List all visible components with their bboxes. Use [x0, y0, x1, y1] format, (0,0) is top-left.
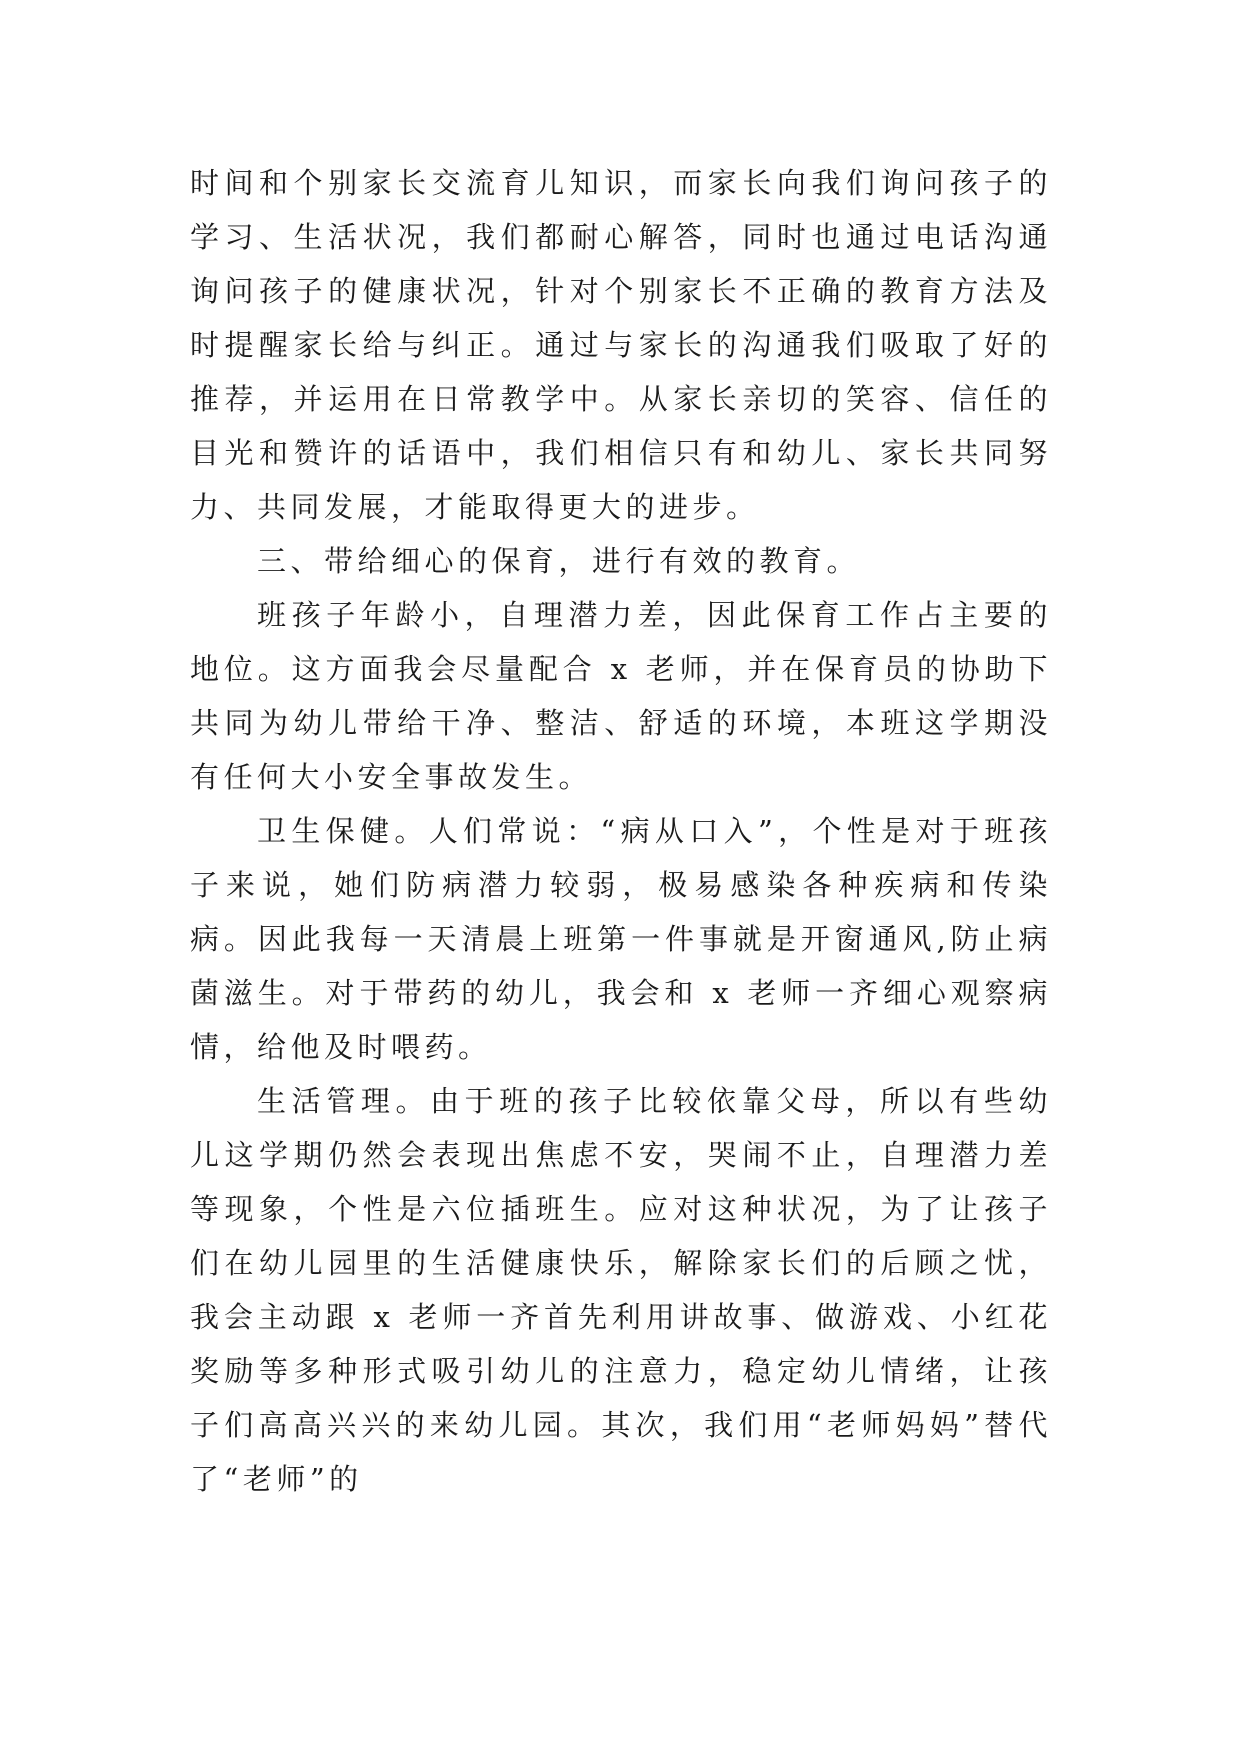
paragraph-care: 班孩子年龄小，自理潜力差，因此保育工作占主要的地位。这方面我会尽量配合 x 老师，并在保育员的协助下共同为幼儿带给干净、整洁、舒适的环境，本班这学期没有任何大小安全事故发生。: [190, 598, 1052, 794]
section-heading: 三、带给细心的保育，进行有效的教育。: [257, 544, 861, 578]
paragraph-life-management: 生活管理。由于班的孩子比较依靠父母，所以有些幼儿这学期仍然会表现出焦虑不安，哭闹不止，自理潜力差等现象，个性是六位插班生。应对这种状况，为了让孩子们在幼儿园里的生活健康快乐，解除家长们的后顾之忧，我会主动跟 x 老师一齐首先利用讲故事、做游戏、小红花奖励等多种形式吸引幼儿的注意力，稳定幼儿情绪，让孩子们高高兴兴的来幼儿园。其次，我们用“老师妈妈”替代了“老师”的: [190, 1084, 1052, 1496]
document-body: [190, 156, 1052, 1506]
paragraph-continuation: 时间和个别家长交流育儿知识，而家长向我们询问孩子的学习、生活状况，我们都耐心解答，同时也通过电话沟通询问孩子的健康状况，针对个别家长不正确的教育方法及时提醒家长给与纠正。通过与家长的沟通我们吸取了好的推荐，并运用在日常教学中。从家长亲切的笑容、信任的目光和赞许的话语中，我们相信只有和幼儿、家长共同努力、共同发展，才能取得更大的进步。: [190, 166, 1052, 524]
paragraph-health: 卫生保健。人们常说：“病从口入”，个性是对于班孩子来说，她们防病潜力较弱，极易感染各种疾病和传染病。因此我每一天清晨上班第一件事就是开窗通风,防止病菌滋生。对于带药的幼儿，我会和 x 老师一齐细心观察病情，给他及时喂药。: [190, 814, 1052, 1064]
